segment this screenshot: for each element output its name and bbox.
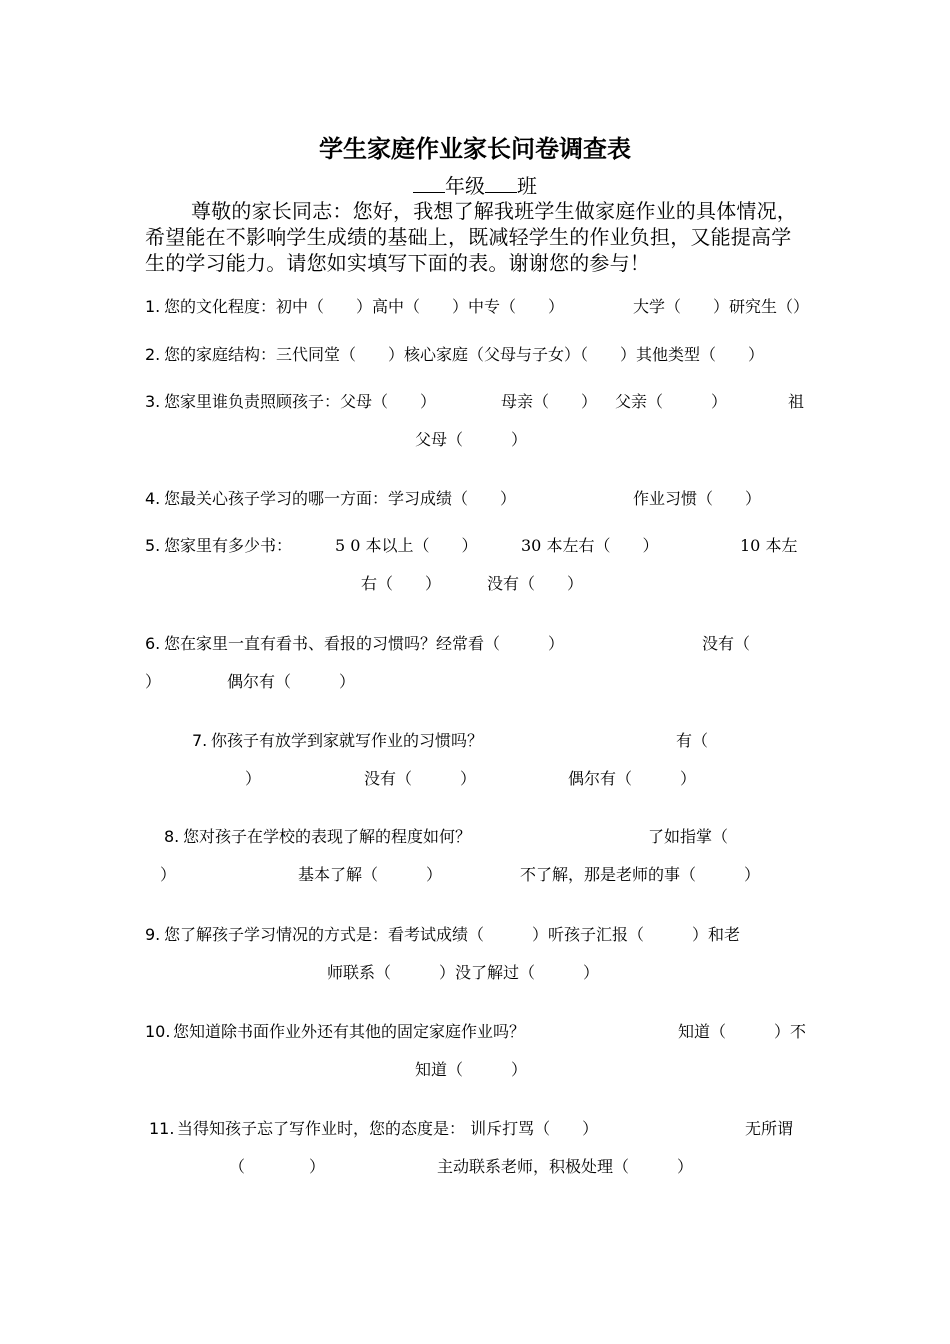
question-option[interactable]: 父亲（ ） xyxy=(615,392,728,411)
question-6 xyxy=(145,625,807,701)
question-number: 1. xyxy=(145,297,161,316)
question-text[interactable]: 您的家庭结构：三代同堂（ ）核心家庭（父母与子女）（ ）其他类型（ ） xyxy=(164,345,765,364)
question-option[interactable]: 主动联系老师，积极处理（ ） xyxy=(437,1157,694,1176)
question-number: 5. xyxy=(145,536,161,555)
question-option[interactable]: 30 本左右（ ） xyxy=(521,536,659,555)
question-3 xyxy=(145,383,807,459)
question-11 xyxy=(145,1110,807,1186)
question-option[interactable]: 无所谓 xyxy=(745,1119,794,1138)
question-option[interactable]: （ ） xyxy=(229,1157,326,1176)
question-4 xyxy=(145,480,807,518)
question-number: 4. xyxy=(145,489,161,508)
question-number: 11. xyxy=(149,1119,175,1138)
intro-paragraph: 尊敬的家长同志：您好，我想了解我班学生做家庭作业的具体情况，希望能在不影响学生成绩的基础上，既减轻学生的作业负担，又能提高学生的学习能力。请您如实填写下面的表。谢谢您的参与！ xyxy=(145,199,797,275)
grade-label: 年级 xyxy=(445,174,485,198)
question-option[interactable]: 基本了解（ ） xyxy=(298,865,443,884)
class-line xyxy=(0,172,950,200)
grade-blank[interactable] xyxy=(413,172,445,193)
question-option[interactable]: 右（ ） xyxy=(361,574,442,593)
question-option[interactable]: 大学（ ）研究生（） xyxy=(633,297,810,316)
question-option[interactable]: 作业习惯（ ） xyxy=(633,489,762,508)
question-option[interactable]: ） xyxy=(145,672,162,691)
question-option[interactable]: ） xyxy=(160,865,177,884)
document-title: 学生家庭作业家长问卷调查表 xyxy=(319,135,631,163)
question-text[interactable]: 您家里有多少书： xyxy=(164,536,293,555)
question-option[interactable]: 偶尔有（ ） xyxy=(227,672,356,691)
question-number: 3. xyxy=(145,392,161,411)
question-text[interactable]: 你孩子有放学到家就写作业的习惯吗？ xyxy=(211,731,484,750)
question-option[interactable]: 有（ xyxy=(676,731,709,750)
question-2 xyxy=(145,336,807,374)
question-number: 10. xyxy=(145,1022,171,1041)
question-5 xyxy=(145,527,807,603)
question-option[interactable]: 5 0 本以上（ ） xyxy=(335,536,478,555)
class-blank[interactable] xyxy=(485,172,517,193)
question-option[interactable]: 偶尔有（ ） xyxy=(568,769,697,788)
question-number: 6. xyxy=(145,634,161,653)
question-option[interactable]: 师联系（ ）没了解过（ ） xyxy=(327,963,600,982)
question-option[interactable]: 没有（ xyxy=(702,634,751,653)
question-text[interactable]: 当得知孩子忘了写作业时，您的态度是： 训斥打骂（ ） xyxy=(177,1119,599,1138)
question-option[interactable]: 母亲（ ） xyxy=(501,392,598,411)
question-option[interactable]: 没有（ ） xyxy=(487,574,584,593)
question-text[interactable]: 您知道除书面作业外还有其他的固定家庭作业吗？ xyxy=(173,1022,526,1041)
question-text[interactable]: 您对孩子在学校的表现了解的程度如何？ xyxy=(183,827,472,846)
question-7 xyxy=(145,722,807,798)
question-8 xyxy=(145,818,807,894)
question-option[interactable]: 知道（ ） xyxy=(415,1060,528,1079)
question-number: 2. xyxy=(145,345,161,364)
question-text[interactable]: 您在家里一直有看书、看报的习惯吗？经常看（ ） xyxy=(164,634,565,653)
question-number: 9. xyxy=(145,925,161,944)
question-10 xyxy=(145,1013,807,1089)
question-option[interactable]: 10 本左 xyxy=(740,536,798,555)
question-option[interactable]: 知道（ ）不 xyxy=(678,1022,807,1041)
question-text[interactable]: 您家里谁负责照顾孩子：父母（ ） xyxy=(164,392,437,411)
question-option[interactable]: 了如指掌（ xyxy=(648,827,729,846)
question-option[interactable]: 没有（ ） xyxy=(364,769,477,788)
question-option[interactable]: 不了解，那是老师的事（ ） xyxy=(520,865,761,884)
question-number: 8. xyxy=(164,827,180,846)
question-text[interactable]: 您的文化程度：初中（ ）高中（ ）中专（ ） xyxy=(164,297,565,316)
question-text[interactable]: 您了解孩子学习情况的方式是：看考试成绩（ ）听孩子汇报（ ）和老 xyxy=(164,925,741,944)
question-1 xyxy=(145,288,810,326)
question-option[interactable]: 父母（ ） xyxy=(415,430,528,449)
question-option[interactable]: 祖 xyxy=(788,392,805,411)
question-9 xyxy=(145,916,807,992)
question-option[interactable]: ） xyxy=(245,769,262,788)
question-number: 7. xyxy=(192,731,208,750)
question-text[interactable]: 您最关心孩子学习的哪一方面：学习成绩（ ） xyxy=(164,489,517,508)
class-label: 班 xyxy=(517,174,537,198)
